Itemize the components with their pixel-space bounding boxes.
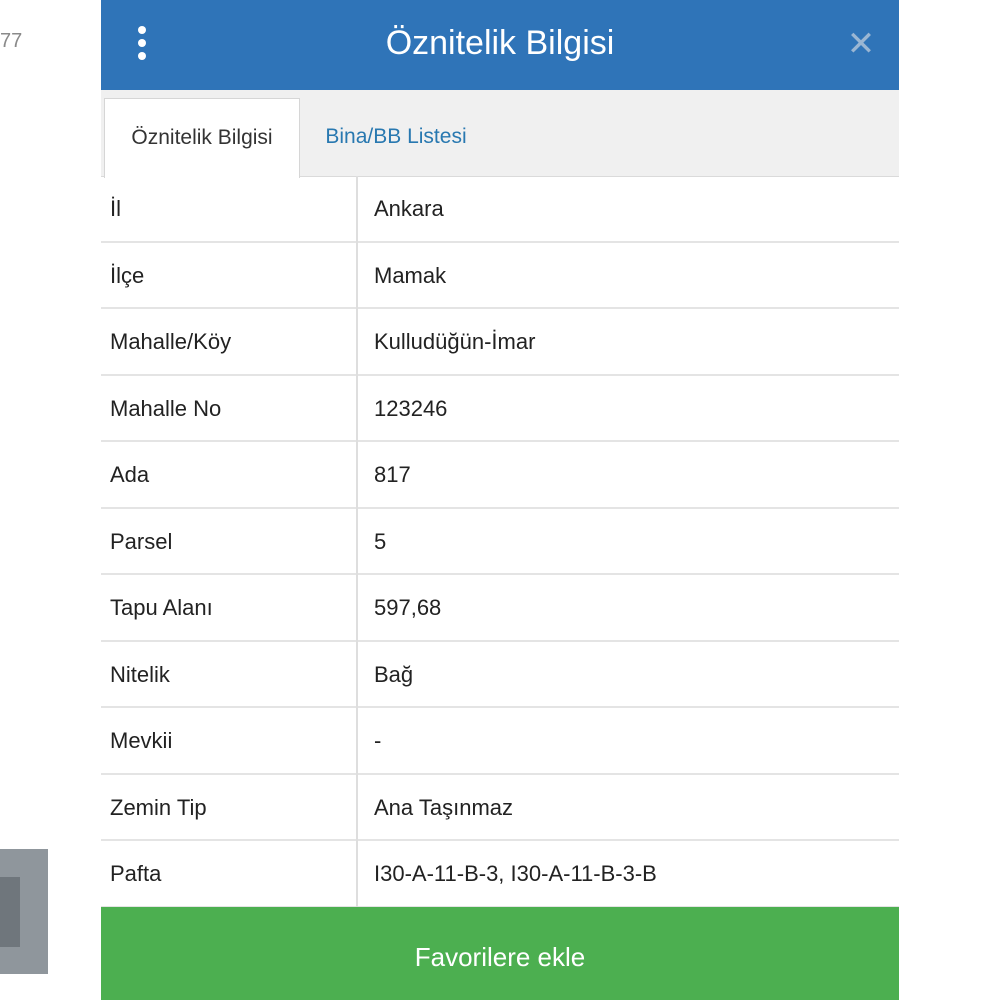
attribute-info-panel xyxy=(101,0,899,1000)
row-value: Bağ xyxy=(374,661,414,687)
row-value: - xyxy=(374,728,382,753)
row-key: İlçe xyxy=(110,262,145,288)
close-icon[interactable]: ✕ xyxy=(846,25,876,63)
row-value: 597,68 xyxy=(374,595,442,620)
background-thumbnail xyxy=(0,849,48,974)
tab-building-list[interactable]: Bina/BB Listesi xyxy=(325,125,467,148)
row-key: Mahalle No xyxy=(110,395,222,421)
table-row xyxy=(101,642,899,709)
table-row xyxy=(101,841,899,908)
row-key: Mevkii xyxy=(110,728,173,753)
row-key: Parsel xyxy=(110,528,173,554)
table-row xyxy=(101,176,899,243)
row-value: 123246 xyxy=(374,395,448,421)
row-value: Ankara xyxy=(374,196,444,221)
row-key: Zemin Tip xyxy=(110,794,207,820)
row-key: İl xyxy=(110,196,121,221)
tab-attribute-info[interactable]: Öznitelik Bilgisi xyxy=(104,98,300,178)
table-row xyxy=(101,775,899,842)
row-key: Tapu Alanı xyxy=(110,595,213,620)
row-key: Mahalle/Köy xyxy=(110,329,232,354)
row-value: Kulludüğün-İmar xyxy=(374,329,536,354)
table-row xyxy=(101,376,899,443)
attribute-table xyxy=(101,176,899,908)
add-to-favorites-button[interactable]: Favorilere ekle xyxy=(101,907,899,1000)
row-value: I30-A-11-B-3, I30-A-11-B-3-B xyxy=(374,861,657,886)
column-divider xyxy=(356,176,358,907)
row-key: Pafta xyxy=(110,861,162,886)
panel-title: Öznitelik Bilgisi xyxy=(385,24,615,62)
row-value: Ana Taşınmaz xyxy=(374,794,514,820)
tab-bar xyxy=(101,90,899,177)
table-row xyxy=(101,442,899,509)
table-row xyxy=(101,309,899,376)
row-value: Mamak xyxy=(374,262,447,288)
row-key: Ada xyxy=(110,462,150,487)
row-value: 5 xyxy=(374,528,387,554)
table-row xyxy=(101,575,899,642)
table-row xyxy=(101,708,899,775)
row-value: 817 xyxy=(374,462,411,487)
table-row xyxy=(101,509,899,576)
background-text-fragment: 77 xyxy=(0,30,23,52)
panel-header xyxy=(101,0,899,90)
row-key: Nitelik xyxy=(110,661,170,687)
table-row xyxy=(101,243,899,310)
